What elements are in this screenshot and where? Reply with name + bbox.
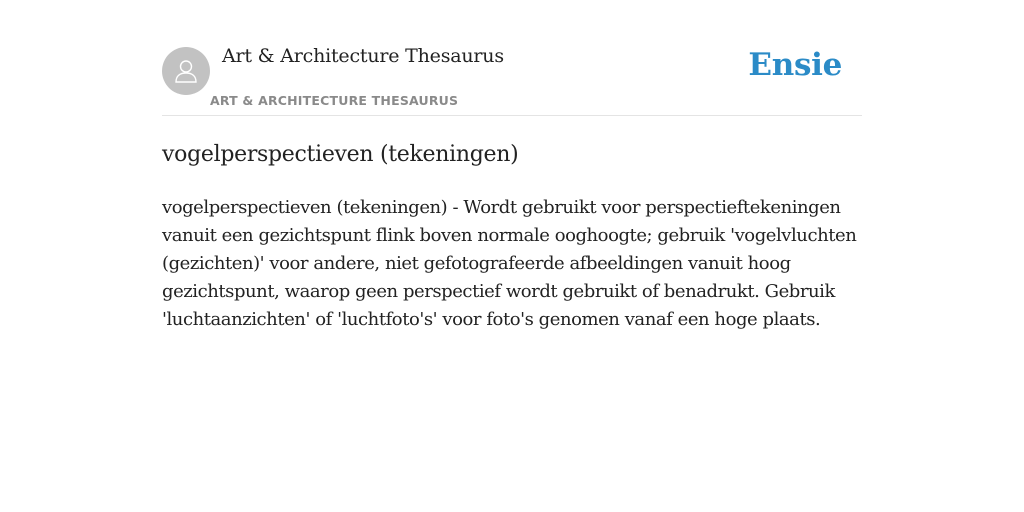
source-title[interactable]: Art & Architecture Thesaurus xyxy=(222,45,504,67)
content-container xyxy=(162,0,862,334)
avatar[interactable] xyxy=(162,47,210,95)
header xyxy=(162,0,862,116)
term-title: vogelperspectieven (tekeningen) xyxy=(162,142,519,167)
user-icon xyxy=(172,57,200,85)
brand-logo-link[interactable]: Ensie xyxy=(748,47,842,83)
term-definition: vogelperspectieven (tekeningen) - Wordt gebruikt voor perspectieftekeningen vanuit een gezichtspunt flink boven normale ooghoogte; gebruik 'vogelvluchten (gezichten)' voor andere, niet gefotografeerde afbeeldingen vanuit hoog gezichtspunt, waarop geen perspectief wordt gebruikt of benadrukt. Gebruik 'luchtaanzichten' of 'luchtfoto's' voor foto's genomen vanaf een hoge plaats. xyxy=(162,197,857,330)
source-subtitle[interactable]: ART & ARCHITECTURE THESAURUS xyxy=(210,93,459,108)
